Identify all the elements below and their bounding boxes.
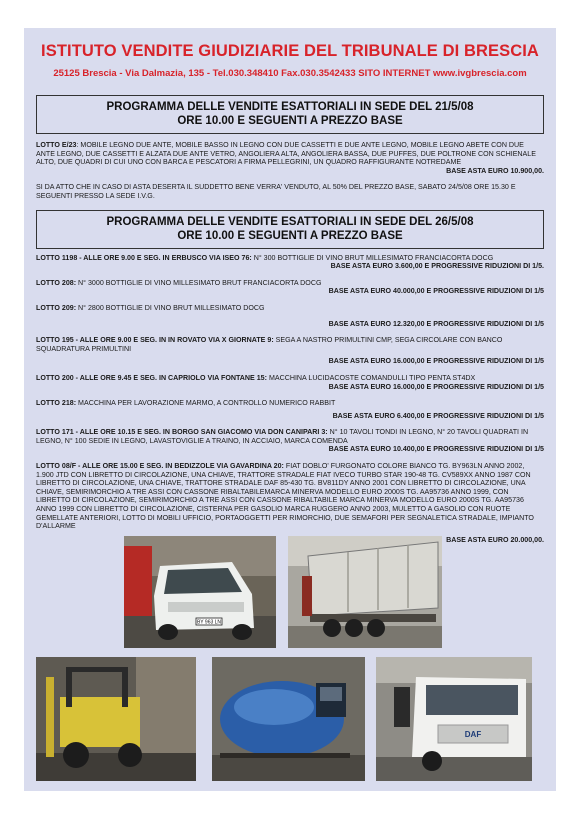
lot-218: [36, 399, 544, 408]
lot-price: BASE ASTA EURO 6.400,00 E PROGRESSIVE RIDUZIONI DI 1/5: [332, 411, 544, 420]
lot-description: N° 10 TAVOLI TONDI IN LEGNO, N° 20 TAVOLI QUADRATI IN LEGNO, N° 100 SEDIE IN LEGNO, LAVASTOVIGLIE A TRAINO, IN ACCIAIO, MARCA COMENDA: [36, 428, 529, 445]
lot-label: LOTTO 1198 - ALLE ORE 9.00 E SEG. IN ERBUSCO VIA ISEO 76:: [36, 253, 252, 262]
lot-label: LOTTO 171 - ALLE ORE 10.15 E SEG. IN BORGO SAN GIACOMO VIA DON CANIPARI 3:: [36, 428, 328, 437]
lot-e23: [36, 141, 544, 167]
photo-tipper-trailer: [288, 536, 442, 648]
lot-description: SEGA A NASTRO PRIMULTINI CMP, SEGA CIRCOLARE CON BANCO SQUADRATURA PRIMULTINI: [36, 336, 503, 353]
lot-description: MACCHINA PER LAVORAZIONE MARMO, A CONTROLLO NUMERICO RABBIT: [76, 399, 336, 408]
lot-price: BASE ASTA EURO 12.320,00 E PROGRESSIVE RIDUZIONI DI 1/5: [328, 319, 544, 328]
lot-label: LOTTO 195 - ALLE ORE 9.00 E SEG. IN IN ROVATO VIA X GIORNATE 9:: [36, 336, 274, 345]
photo-forklift: [36, 657, 196, 781]
section-heading-line1: PROGRAMMA DELLE VENDITE ESATTORIALI IN SEDE DEL 26/5/08: [106, 215, 474, 228]
lot-1198: [36, 254, 544, 263]
lot-description: MACCHINA LUCIDACOSTE COMANDULLI TIPO PENTA ST4DX: [266, 373, 476, 382]
lot-200: [36, 374, 544, 383]
lot-price: BASE ASTA EURO 40.000,00 E PROGRESSIVE RIDUZIONI DI 1/5: [328, 287, 544, 296]
lot-label: LOTTO 218:: [36, 399, 77, 408]
lot-label: LOTTO 08/F - ALLE ORE 15.00 E SEG. IN BEDIZZOLE VIA GAVARDINA 20:: [36, 462, 284, 471]
institute-title: ISTITUTO VENDITE GIUDIZIARIE DEL TRIBUNALE DI BRESCIA: [41, 42, 539, 60]
photo-white-van: [124, 536, 276, 648]
section-heading-26-5: [36, 210, 544, 249]
lot-label: LOTTO 200 - ALLE ORE 9.45 E SEG. IN CAPRIOLO VIA FONTANE 15:: [36, 373, 267, 382]
section-heading-line2: ORE 10.00 E SEGUENTI A PREZZO BASE: [177, 115, 403, 127]
truck-brand: DAF: [464, 730, 482, 739]
lot-price: BASE ASTA EURO 3.600,00 E PROGRESSIVE RIDUZIONI DI 1/5.: [330, 262, 544, 271]
section-heading-21-5: [36, 95, 544, 134]
lot-label: LOTTO 208:: [36, 278, 77, 287]
photo-daf-truck: [376, 657, 532, 781]
lot-label: LOTTO 209:: [36, 303, 77, 312]
lot-price: BASE ASTA EURO 16.000,00 E PROGRESSIVE RIDUZIONI DI 1/5: [328, 382, 544, 391]
lot-195: [36, 336, 544, 353]
lot-description: N° 2800 BOTTIGLIE DI VINO BRUT MILLESIMATO DOCG: [76, 303, 265, 312]
lot-price: BASE ASTA EURO 10.400,00 E PROGRESSIVE RIDUZIONI DI 1/5: [328, 445, 544, 454]
unsold-note: SI DA ATTO CHE IN CASO DI ASTA DESERTA IL SUDDETTO BENE VERRA' VENDUTO, AL 50% DEL PREZZO BASE, SABATO 24/5/08 ORE 15.30 E SEGUENTI PRESSO LA SEDE I.V.G.: [36, 183, 516, 200]
lot-08f: [36, 462, 544, 531]
photo-fuel-tank: [212, 657, 365, 781]
lot-208: [36, 279, 544, 288]
section-heading-line1: PROGRAMMA DELLE VENDITE ESATTORIALI IN SEDE DEL 21/5/08: [106, 101, 474, 113]
institute-contacts: 25125 Brescia - Via Dalmazia, 135 - Tel.030.348410 Fax.030.3542433 SITO INTERNET www.ivgbrescia.com: [53, 68, 527, 79]
lot-209: [36, 304, 544, 313]
section-heading-line2: ORE 10.00 E SEGUENTI A PREZZO BASE: [177, 229, 403, 242]
lot-label: LOTTO E/23: [36, 141, 77, 149]
lot-description: N° 3000 BOTTIGLIE DI VINO MILLESIMATO BRUT FRANCIACORTA DOCG: [76, 278, 322, 287]
lot-description: N° 300 BOTTIGLIE DI VINO BRUT MILLESIMATO FRANCIACORTA DOCG: [251, 253, 494, 262]
van-plate: BY 963 LN: [196, 619, 222, 626]
lot-price: BASE ASTA EURO 10.900,00.: [446, 166, 544, 175]
lot-description: : MOBILE LEGNO DUE ANTE, MOBILE BASSO IN LEGNO CON DUE CASSETTI E DUE ANTE LEGNO, MOBILE LEGNO ABETE CON DUE ANTE LEGNO, DUE CASSETTI E ALZATA DUE ANTE VETRO, ANGOLIERA ALTA, ANGOLIERA BASSA, DUE PUFFES, DUE POLTRONE CON SCHIENALE ALTO, DUE QUADRI DI CUI UNO CON BARCA E PESCATORI A FIRMA PELLEGRINI, UN QUADRO RAFFIGURANTE NOTREDAME: [36, 141, 536, 167]
lot-description: FIAT DOBLO' FURGONATO COLORE BIANCO TG. BY963LN ANNO 2002, 1.900 JTD CON LIBRETTO DI CIRCOLAZIONE, UNA CHIAVE, TRATTORE STRADALE FIAT IVECO TURBO STAR 190-48 TG. CV589XX ANNO 1987 CON LIBRETTO DI CIRCOLAZIONE, UNA CHIAVE, TRATTORE STRADALE DAF 85-430 TG. BV811DY ANNO 2001 CON LIBRETTO DI CIRCOLAZIONE, UNA CHIAVE, SEMIRIMORCHIO A TRE ASSI CON CASSONE RIBALTABILEMARCA MINERVA MODELLO EURO 2000S TG. AA95736 ANNO 1999, CON LIBRETTO DI CIRCOLAZIONE, SEMIRIMORCHIO A TRE ASSI CON CASSONE RIBALTABILE MARCA MINERVA MODELLO EURO 2000S TG. AA95736 ANNO 1999 CON LIBRETTO DI CIRCOLAZIONE, CISTERNA PER GASOLIO MARCA RUGGERO ANNO 2003, MULETTO A GASOLIO CON RUOTE GEMELLATE ANTERIORI, LOTTO DI MOBILI UFFICIO, PORTAOGGETTI PER RIMORCHIO, DUE SEMAFORI PER SEGNALETICA STRADALE, IMPIANTO D'ALLARME: [36, 462, 534, 531]
lot-price: BASE ASTA EURO 16.000,00 E PROGRESSIVE RIDUZIONI DI 1/5: [328, 357, 544, 366]
lot-171: [36, 428, 544, 445]
lot-price: BASE ASTA EURO 20.000,00.: [446, 535, 544, 544]
